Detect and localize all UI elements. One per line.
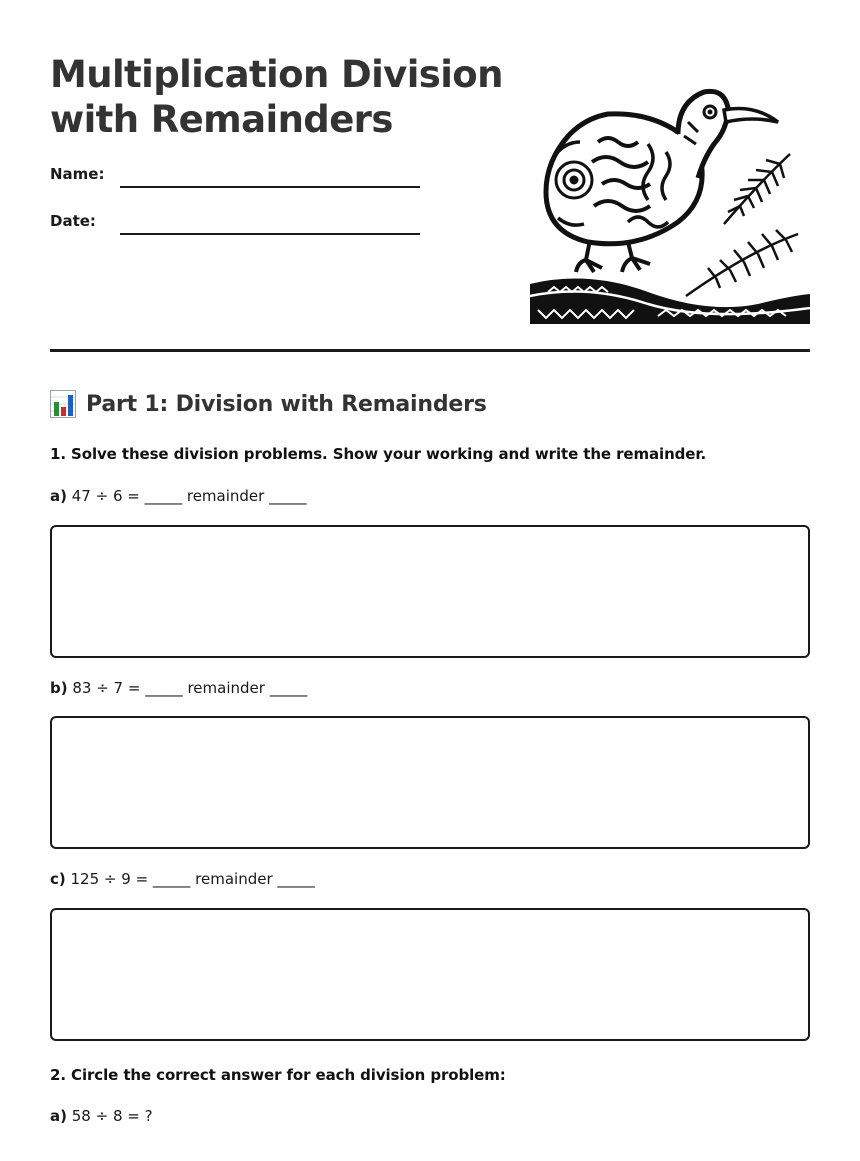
worksheet-title [50,52,520,142]
problem-1c-text: 125 ÷ 9 = _____ remainder _____ [65,870,315,888]
ground-band [530,279,810,324]
title-line-1: Multiplication Division [50,53,503,96]
answer-box-1c[interactable] [50,908,810,1041]
fern-leaf-bottom [686,230,798,296]
title-line-2: with Remainders [50,98,393,141]
fern-leaf-top [724,154,790,224]
problem-2a-label: a) [50,1107,67,1125]
date-field-line[interactable] [120,233,420,235]
bar-chart-icon [50,390,76,418]
problem-1a-label: a) [50,487,67,505]
answer-box-1a[interactable] [50,525,810,658]
problem-1a [50,487,307,505]
question-2-prompt: 2. Circle the correct answer for each division problem: [50,1066,506,1084]
part1-heading [50,388,487,420]
problem-1c-label: c) [50,870,66,888]
date-label: Date: [50,212,96,230]
header-divider [50,349,810,352]
kiwi-head [678,91,778,178]
problem-1c [50,870,315,888]
problem-2a-text: 58 ÷ 8 = ? [66,1107,153,1125]
problem-1b-text: 83 ÷ 7 = _____ remainder _____ [67,679,308,697]
problem-2a [50,1107,153,1125]
kiwi-bird-illustration [528,82,812,328]
part1-heading-text: Part 1: Division with Remainders [86,391,487,417]
question-1-prompt: 1. Solve these division problems. Show your working and write the remainder. [50,445,707,463]
problem-1a-text: 47 ÷ 6 = _____ remainder _____ [66,487,307,505]
name-field-line[interactable] [120,186,420,188]
name-label: Name: [50,165,105,183]
problem-1b [50,679,307,697]
problem-1b-label: b) [50,679,68,697]
answer-box-1b[interactable] [50,716,810,849]
